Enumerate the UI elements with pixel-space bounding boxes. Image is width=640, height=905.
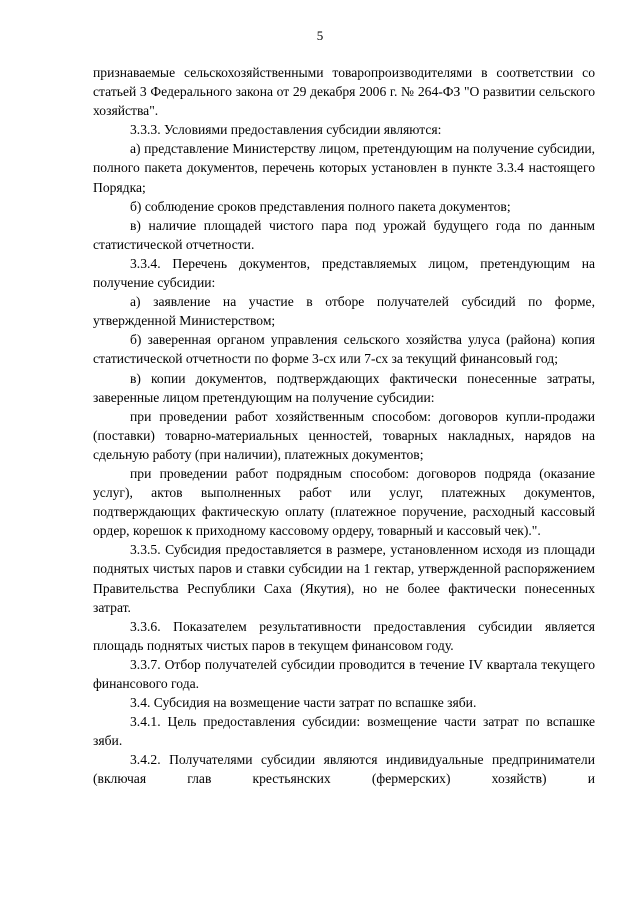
paragraph: при проведении работ подрядным способом: договоров подряда (оказание услуг), актов выполненных работ или услуг, платежных документов, подтверждающих фактическую оплату (платежное поручение, расходный кассовый ордер, корешок к приходному кассовому ордеру, товарный и кассовый чек).". — [93, 465, 595, 539]
paragraph: 3.3.7. Отбор получателей субсидии проводится в течение IV квартала текущего финансового года. — [93, 656, 595, 691]
paragraph: признаваемые сельскохозяйственными товаропроизводителями в соответствии со статьей 3 Федерального закона от 29 декабря 2006 г. № 264-ФЗ "О развитии сельского хозяйства". — [93, 65, 595, 119]
paragraph: 3.3.5. Субсидия предоставляется в размере, установленном исходя из площади поднятых чистых паров и ставки субсидии на 1 гектар, утвержденной распоряжением Правительства Республики Саха (Якутия), но не более фактически понесенных затрат. — [93, 542, 595, 615]
page-number: 5 — [316, 28, 324, 43]
paragraph: 3.3.3. Условиями предоставления субсидии являются: — [130, 122, 442, 138]
paragraph: а) заявление на участие в отборе получателей субсидий по форме, утвержденной Министерством; — [93, 294, 595, 329]
paragraph: б) соблюдение сроков представления полного пакета документов; — [130, 198, 511, 214]
paragraph: в) копии документов, подтверждающих фактически понесенные затраты, заверенные лицом претендующим на получение субсидии: — [93, 370, 595, 405]
paragraph: 3.4.1. Цель предоставления субсидии: возмещение части затрат по вспашке зяби. — [93, 714, 595, 749]
paragraph: при проведении работ хозяйственным способом: договоров купли-продажи (поставки) товарно-материальных ценностей, товарных накладных, нарядов на сдельную работу (при наличии), платежных документов; — [93, 408, 595, 462]
page-body — [93, 63, 595, 789]
paragraph: б) заверенная органом управления сельского хозяйства улуса (района) копия статистической отчетности по форме 3-сх или 7-сх за текущий финансовый год; — [93, 332, 595, 367]
paragraph: а) представление Министерству лицом, претендующим на получение субсидии, полного пакета документов, перечень которых установлен в пункте 3.3.4 настоящего Порядка; — [93, 141, 595, 195]
paragraph: в) наличие площадей чистого пара под урожай будущего года по данным статистической отчетности. — [93, 217, 595, 252]
paragraph: 3.4.2. Получателями субсидии являются индивидуальные предприниматели (включая глав крестьянских (фермерских) хозяйств) и — [93, 752, 595, 787]
paragraph: 3.4. Субсидия на возмещение части затрат по вспашке зяби. — [130, 695, 477, 711]
paragraph: 3.3.6. Показателем результативности предоставления субсидии является площадь поднятых чистых паров в текущем финансовом году. — [93, 618, 595, 653]
paragraph: 3.3.4. Перечень документов, представляемых лицом, претендующим на получение субсидии: — [93, 255, 595, 291]
